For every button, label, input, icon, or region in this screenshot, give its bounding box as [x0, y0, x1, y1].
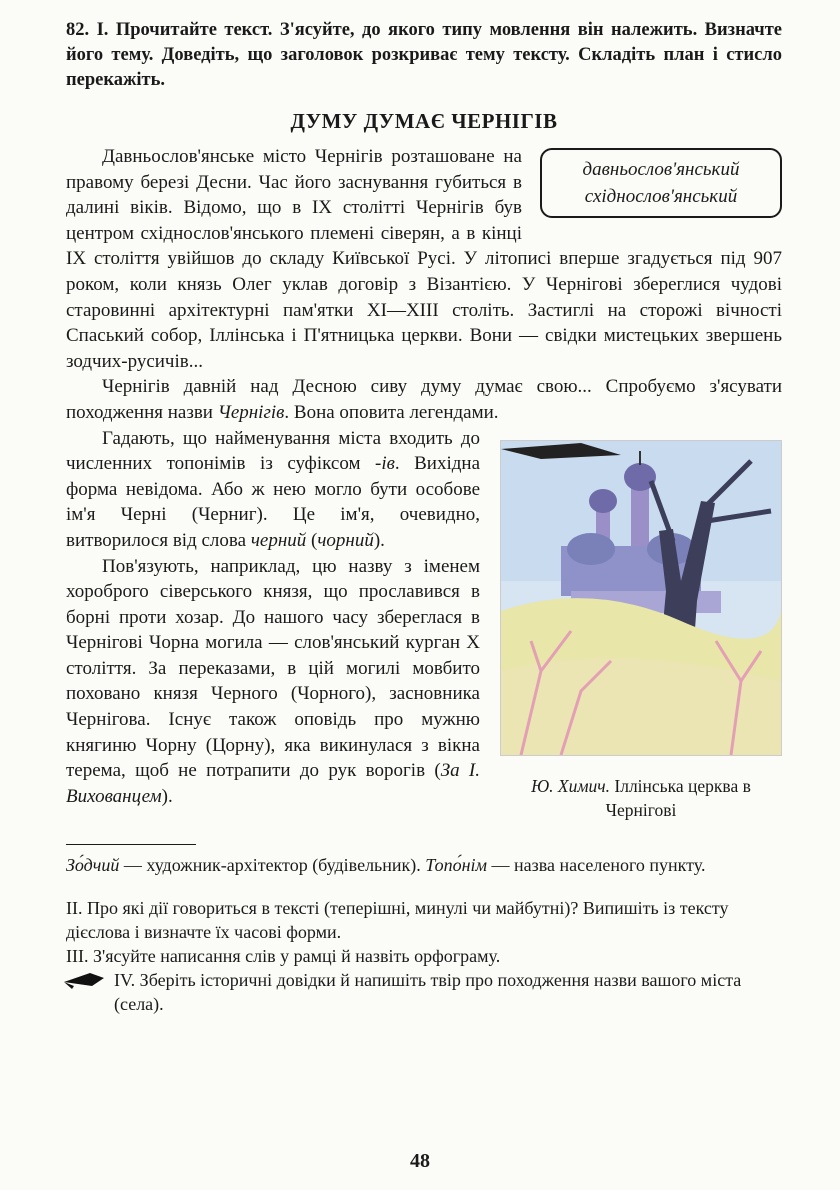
task-4: IV. Зберіть історичні довідки й напишіть твір про походження назви вашого міста (села). — [66, 968, 782, 1016]
pen-icon — [62, 970, 106, 990]
task-2: ІІ. Про які дії говориться в тексті (теперішні, минулі чи майбутні)? Випишіть із тексту дієслова і визначте їх часові форми. — [66, 897, 729, 942]
task-list — [66, 896, 782, 1016]
church-illustration — [500, 440, 782, 822]
church-painting — [500, 440, 782, 756]
page — [66, 18, 782, 1016]
paragraph-2: Чернігів давній над Десною сиву думу думає свою... Спробуємо з'ясувати походження назви Чернігів. Вона оповита легендами. — [66, 376, 782, 423]
task-3: ІІІ. З'ясуйте написання слів у рамці й назвіть орфограму. — [66, 945, 501, 966]
frame-word-1: давньослов'янський — [582, 159, 740, 180]
page-number: 48 — [410, 1150, 430, 1172]
task-intro: 82. І. Прочитайте текст. З'ясуйте, до якого типу мовлення він належить. Визначте його тему. Доведіть, що заголовок розкриває тему тексту. Складіть план і стисло перекажіть. — [66, 20, 782, 90]
footnote-divider — [66, 844, 196, 845]
paragraph-1: Давньослов'янське місто Чернігів розташоване на правому березі Десни. Час його заснування губиться в далині віків. Відомо, що в IX столітті Чернігів був центром східнослов'янського племені сіверян, а в кінці IX століття увійшов до складу Київської Русі. У літописі вперше згадується під 907 роком, коли князь Олег уклав договір з Візантією. У Чернігові збереглися чудові старовинні архітектурні пам'ятки XI—XIII століть. Застиглі на сторожі вічності Спаський собор, Іллінська і П'ятницька церкви. Вони — свідки мистецьких звершень зодчих-русичів... — [66, 146, 782, 372]
frame-word-2: східнослов'янський — [584, 186, 738, 207]
word-frame — [540, 148, 782, 218]
figure-caption: Ю. Химич. Іллінська церква в Чернігові — [531, 775, 751, 820]
article-title: ДУМУ ДУМАЄ ЧЕРНІГІВ — [290, 109, 558, 133]
paragraph-4: Пов'язують, наприклад, цю назву з іменем хороброго сіверського князя, що прославився в борні проти хозар. До нашого часу збереглася в Чернігові Чорна могила — слов'янський курган X століття. За переказами, в цій могилі мовбито поховано князя Черного (Чорного), засновника Чернігова. Існує також оповідь про мужню княгиню Чорну (Цорну), яка викинулася з вікна терема, щоб не потрапити до рук ворогів (За І. Вихованцем). — [66, 555, 481, 807]
article-body — [66, 144, 782, 820]
paragraph-3: Гадають, що найменування міста входить до численних топонімів із суфіксом -ів. Вихідна форма невідома. Або ж нею могло бути особове ім'я Черні (Черниг). Це ім'я, очевидно, витворилося від слова черний (чорний). — [66, 427, 481, 551]
footnote: Зо́дчий — художник-архітектор (будівельник). Топо́нім — назва населеного пункту. — [66, 854, 706, 875]
